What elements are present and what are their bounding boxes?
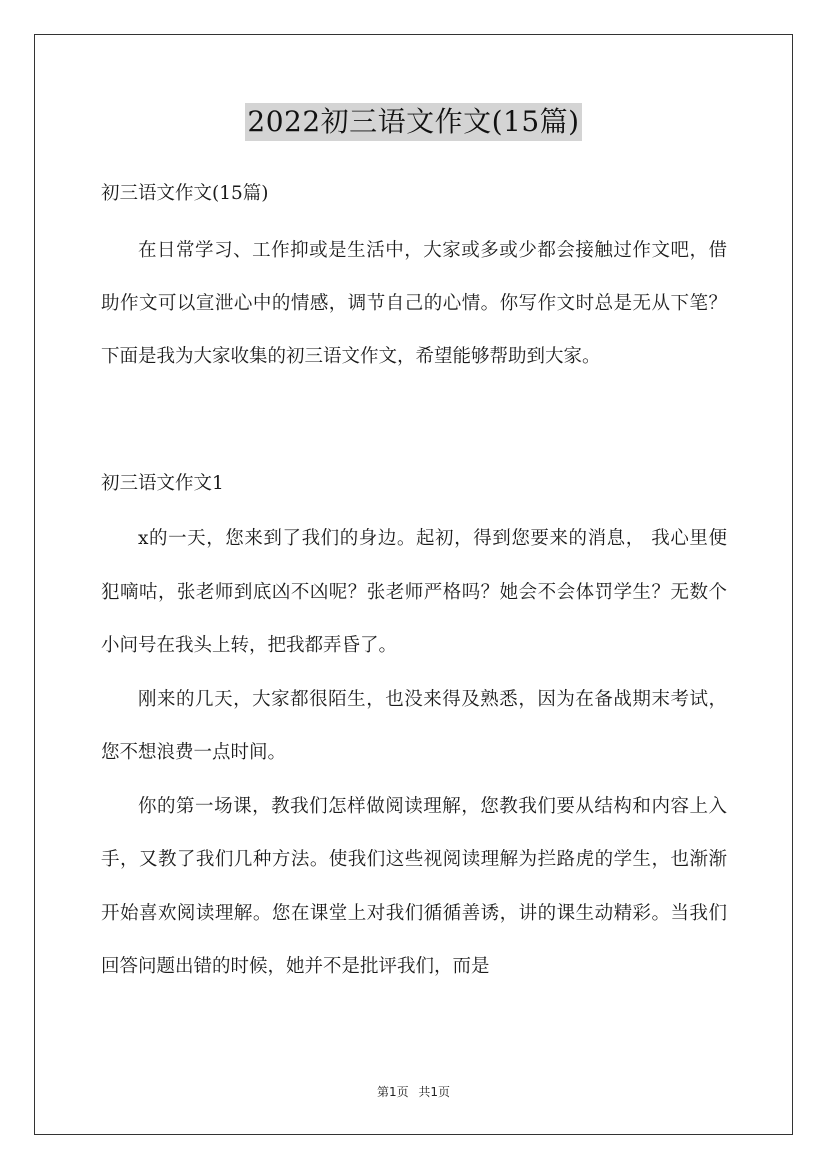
- document-subtitle: 初三语文作文(15篇): [101, 183, 269, 204]
- page-total: 共1页: [418, 1085, 451, 1099]
- title-container: [0, 103, 827, 141]
- body-paragraph-1: x的一天，您来到了我们的身边。起初，得到您要来的消息， 我心里便犯嘀咕，张老师到底凶不凶呢？张老师严格吗？她会不会体罚学生？无数个小问号在我头上转，把我都弄昏了。: [101, 528, 727, 656]
- document-title: 2022初三语文作文(15篇): [245, 103, 581, 141]
- intro-paragraph: 在日常学习、工作抑或是生活中，大家或多或少都会接触过作文吧，借助作文可以宣泄心中的情感，调节自己的心情。你写作文时总是无从下笔？下面是我为大家收集的初三语文作文，希望能够帮助到大家。: [101, 240, 727, 367]
- body-paragraph-3: 你的第一场课，教我们怎样做阅读理解，您教我们要从结构和内容上入手，又教了我们几种方法。使我们这些视阅读理解为拦路虎的学生，也渐渐开始喜欢阅读理解。您在课堂上对我们循循善诱，讲的课生动精彩。当我们回答问题出错的时候，她并不是批评我们，而是: [101, 795, 727, 977]
- page-footer: [0, 1083, 827, 1100]
- section-heading: 初三语文作文1: [101, 473, 224, 494]
- page-number: 第1页: [376, 1085, 409, 1099]
- document-body: [101, 176, 727, 994]
- body-paragraph-2: 刚来的几天，大家都很陌生，也没来得及熟悉，因为在备战期末考试，您不想浪费一点时间。: [101, 688, 727, 763]
